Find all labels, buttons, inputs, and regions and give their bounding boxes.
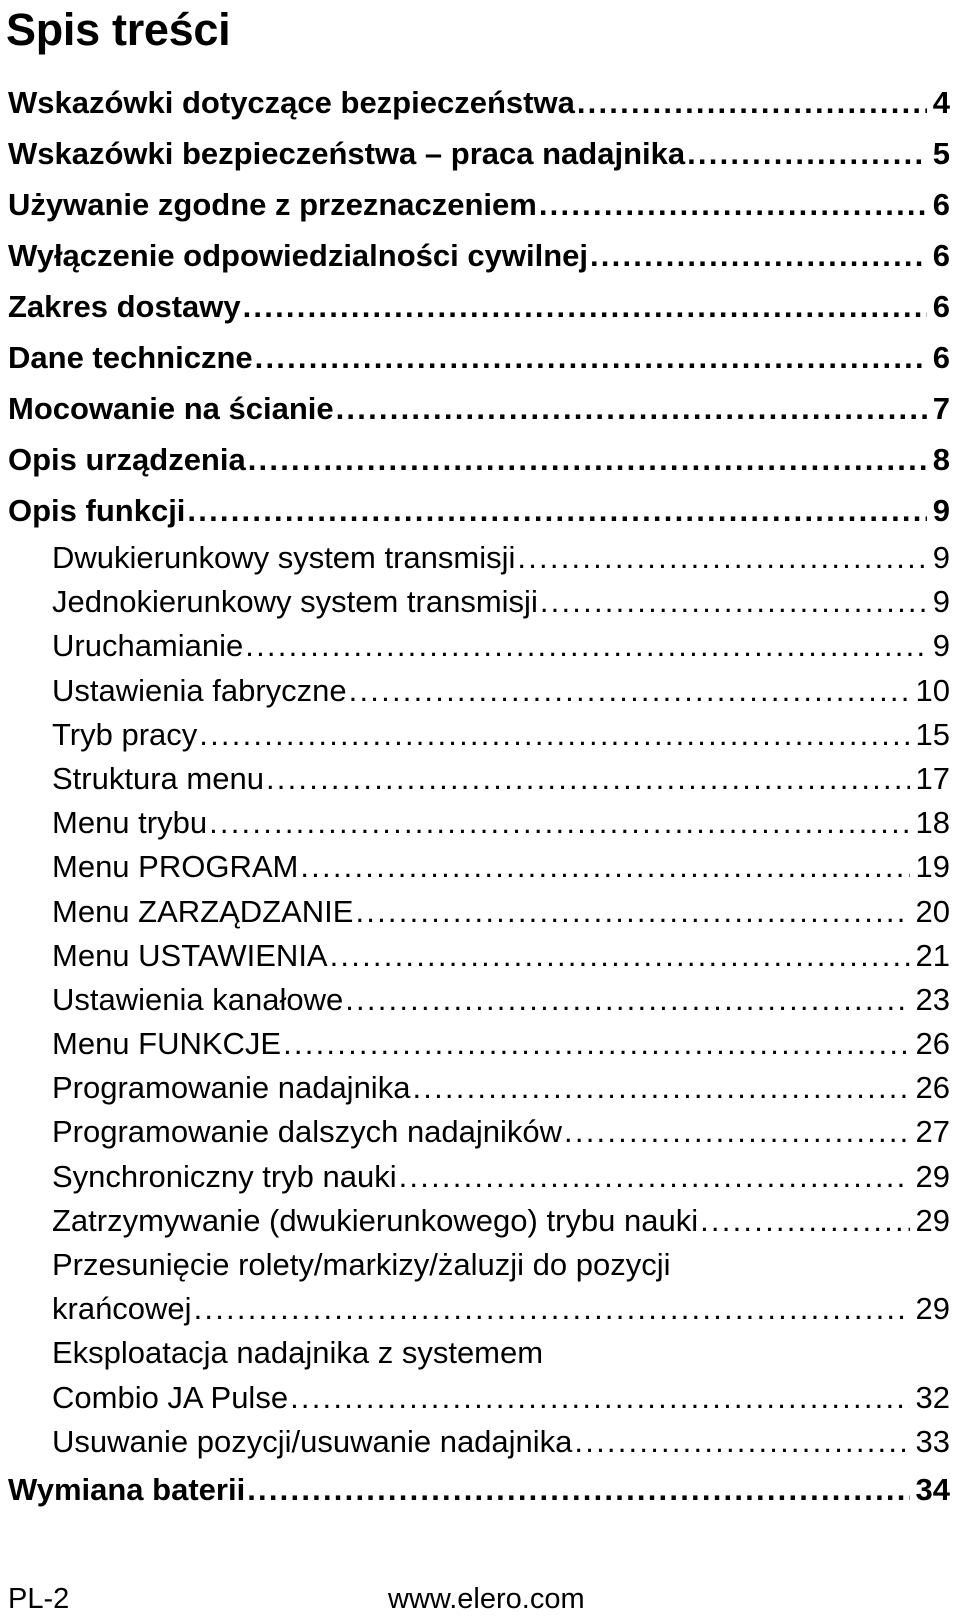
toc-entry-page: 20	[915, 893, 950, 929]
toc-entry-label: Dane techniczne	[8, 340, 253, 375]
dot-leader	[207, 801, 909, 845]
dot-leader	[347, 669, 910, 713]
table-of-contents	[8, 77, 950, 1515]
toc-entry-label: Tryb pracy	[52, 716, 198, 752]
toc-entry-page: 19	[915, 849, 950, 885]
toc-entry-label: Wyłączenie odpowiedzialności cywilnej	[8, 238, 588, 273]
dot-leader	[253, 332, 927, 383]
toc-subentry	[8, 757, 950, 801]
toc-entry	[8, 128, 950, 179]
toc-entry-page: 9	[932, 628, 950, 664]
dot-leader	[538, 580, 927, 624]
toc-entry-page: 6	[932, 238, 950, 273]
toc-subentry	[8, 1287, 950, 1331]
toc-entry-label: Programowanie nadajnika	[52, 1070, 411, 1106]
toc-subentry	[8, 536, 950, 580]
dot-leader	[334, 383, 927, 434]
toc-entry-page: 4	[932, 85, 950, 120]
dot-leader	[515, 536, 926, 580]
footer-website: www.elero.com	[388, 1583, 585, 1615]
toc-entry-page: 5	[932, 136, 950, 171]
dot-leader	[343, 978, 909, 1022]
dot-leader	[246, 434, 927, 485]
toc-subentry	[8, 669, 950, 713]
toc-entry-label: Przesunięcie rolety/markizy/żaluzji do pozycji	[52, 1247, 671, 1282]
toc-subentry	[8, 934, 950, 978]
dot-leader	[397, 1155, 910, 1199]
toc-entry-page: 26	[915, 1070, 950, 1106]
toc-subentry	[8, 1199, 950, 1243]
toc-subentry	[8, 978, 950, 1022]
toc-entry-page: 10	[915, 672, 950, 708]
dot-leader	[298, 845, 909, 889]
dot-leader	[264, 757, 910, 801]
dot-leader	[243, 624, 926, 668]
toc-subentry	[8, 1110, 950, 1154]
toc-entry-label: Wskazówki dotyczące bezpieczeństwa	[8, 85, 575, 120]
toc-entry-label: Wskazówki bezpieczeństwa – praca nadajnika	[8, 136, 686, 171]
toc-subentry	[8, 1420, 950, 1464]
dot-leader	[572, 1420, 909, 1464]
toc-entry-page: 29	[915, 1291, 950, 1327]
toc-entry-label: Menu FUNKCJE	[52, 1026, 282, 1062]
toc-entry-page: 15	[915, 716, 950, 752]
toc-subentry	[8, 1155, 950, 1199]
toc-entry-label: Menu trybu	[52, 805, 208, 841]
toc-entry-label: Eksploatacja nadajnika z systemem	[52, 1335, 544, 1371]
toc-entry-page: 6	[932, 187, 950, 222]
dot-leader	[537, 179, 927, 230]
toc-entry-page: 23	[915, 981, 950, 1017]
dot-leader	[185, 485, 926, 536]
toc-subentry	[8, 890, 950, 934]
toc-subentry	[8, 580, 950, 624]
toc-entry-label: Synchroniczny tryb nauki	[52, 1158, 397, 1194]
page-title: Spis treści	[6, 4, 231, 55]
footer-page-code: PL-2	[8, 1583, 70, 1615]
toc-entry	[8, 281, 950, 332]
toc-entry-label: Zakres dostawy	[8, 289, 241, 324]
toc-entry-label: Ustawienia fabryczne	[52, 672, 347, 708]
toc-entry-page: 34	[915, 1471, 950, 1507]
toc-entry-label: Mocowanie na ścianie	[8, 391, 334, 426]
dot-leader	[328, 934, 910, 978]
toc-entry-label: Usuwanie pozycji/usuwanie nadajnika	[52, 1423, 573, 1459]
toc-entry-label: Menu USTAWIENIA	[52, 937, 328, 973]
toc-subentry	[8, 1066, 950, 1110]
dot-leader	[288, 1376, 909, 1420]
toc-entry-label: Menu PROGRAM	[52, 849, 299, 885]
dot-leader	[197, 713, 909, 757]
toc-entry	[8, 1464, 950, 1515]
toc-entry-page: 27	[915, 1114, 950, 1150]
dot-leader	[575, 77, 927, 128]
toc-entry-label: Ustawienia kanałowe	[52, 981, 344, 1017]
toc-entry-label: Struktura menu	[52, 760, 264, 796]
toc-entry-page: 32	[915, 1379, 950, 1415]
toc-entry-label: Uruchamianie	[52, 628, 244, 664]
toc-entry-label: Używanie zgodne z przeznaczeniem	[8, 187, 537, 222]
toc-entry-page: 18	[915, 805, 950, 841]
dot-leader	[281, 1022, 909, 1066]
dot-leader	[698, 1199, 909, 1243]
toc-entry-page: 9	[932, 493, 950, 528]
toc-subentry	[8, 1376, 950, 1420]
toc-entry-page: 8	[932, 442, 950, 477]
toc-entry-label: krańcowej	[52, 1291, 192, 1327]
toc-subentry	[8, 801, 950, 845]
toc-entry-label: Opis funkcji	[8, 493, 186, 528]
toc-entry	[8, 179, 950, 230]
toc-entry	[8, 485, 950, 536]
toc-entry-page: 29	[915, 1202, 950, 1238]
toc-entry-page: 9	[932, 540, 950, 575]
toc-subentry	[8, 624, 950, 668]
toc-entry-label: Combio JA Pulse	[52, 1379, 289, 1415]
toc-subentry	[8, 713, 950, 757]
toc-subentry	[8, 845, 950, 889]
toc-subentry-line1	[8, 1331, 950, 1375]
toc-entry-page: 26	[915, 1026, 950, 1062]
dot-leader	[588, 230, 927, 281]
toc-entry	[8, 434, 950, 485]
toc-entry-page: 29	[915, 1158, 950, 1194]
toc-entry-page: 6	[932, 289, 950, 324]
dot-leader	[245, 1464, 909, 1515]
toc-subentry	[8, 1022, 950, 1066]
dot-leader	[192, 1287, 910, 1331]
dot-leader	[241, 281, 927, 332]
toc-entry-page: 21	[915, 937, 950, 973]
toc-entry-page: 17	[915, 760, 950, 796]
toc-entry-page: 9	[932, 584, 950, 620]
toc-entry-page: 33	[915, 1423, 950, 1459]
toc-entry-label: Programowanie dalszych nadajników	[52, 1114, 563, 1150]
dot-leader	[353, 890, 909, 934]
toc-entry	[8, 230, 950, 281]
dot-leader	[410, 1066, 909, 1110]
dot-leader	[685, 128, 927, 179]
toc-entry	[8, 383, 950, 434]
dot-leader	[562, 1110, 909, 1154]
toc-subentry-line1	[8, 1243, 950, 1287]
toc-entry-page: 7	[932, 391, 950, 426]
toc-entry-label: Opis urządzenia	[8, 442, 246, 477]
toc-entry-label: Zatrzymywanie (dwukierunkowego) trybu nauki	[52, 1202, 699, 1238]
toc-entry-label: Jednokierunkowy system transmisji	[52, 584, 538, 620]
toc-entry-label: Wymiana baterii	[8, 1471, 246, 1507]
toc-entry	[8, 332, 950, 383]
toc-entry-page: 6	[932, 340, 950, 375]
toc-entry	[8, 77, 950, 128]
toc-entry-label: Menu ZARZĄDZANIE	[52, 893, 354, 929]
toc-entry-label: Dwukierunkowy system transmisji	[52, 540, 516, 575]
